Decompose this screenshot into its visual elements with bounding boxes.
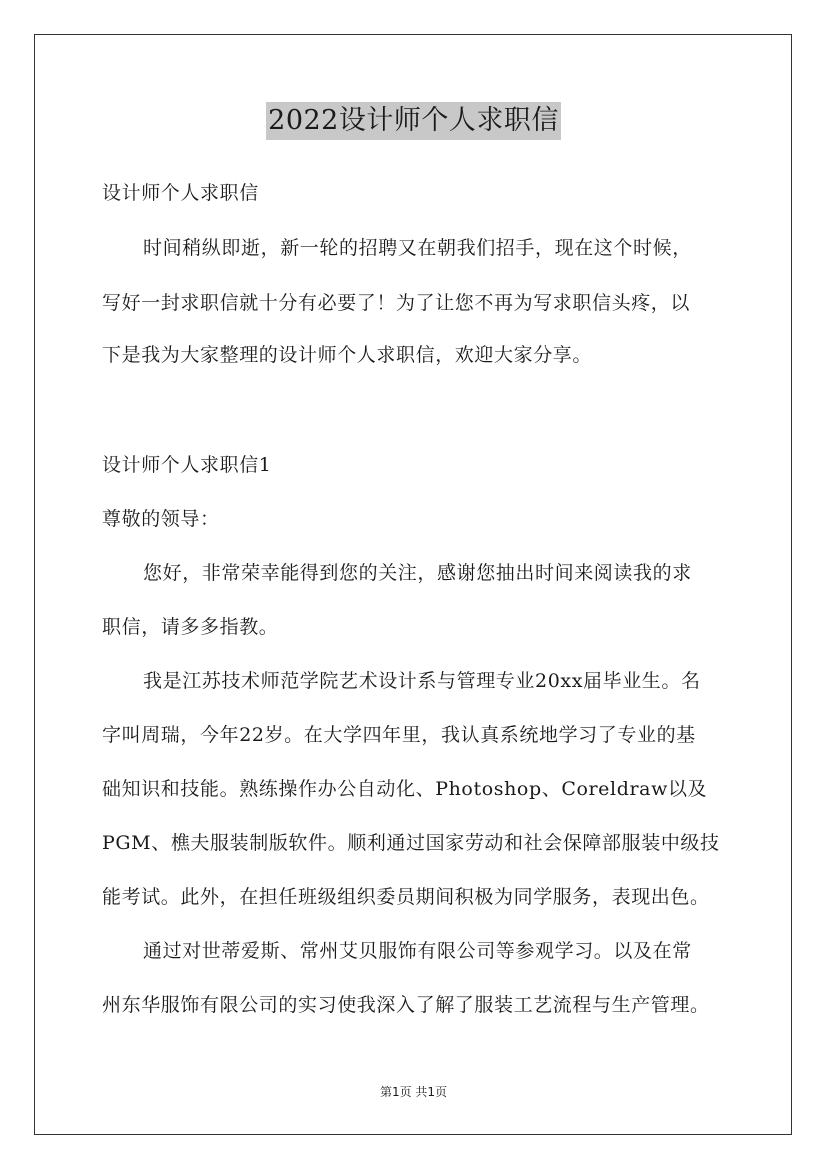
salutation: 尊敬的领导： xyxy=(102,508,220,530)
document-title-text: 2022设计师个人求职信 xyxy=(266,102,561,140)
paragraph-line: 您好，非常荣幸能得到您的关注，感谢您抽出时间来阅读我的求 xyxy=(143,562,692,584)
paragraph-line: 础知识和技能。熟练操作办公自动化、Photoshop、Coreldraw以及 xyxy=(102,778,708,800)
section-heading: 设计师个人求职信 xyxy=(102,182,259,204)
paragraph-line: 通过对世蒂爱斯、常州艾贝服饰有限公司等参观学习。以及在常 xyxy=(143,940,692,962)
paragraph-line: 时间稍纵即逝，新一轮的招聘又在朝我们招手，现在这个时候， xyxy=(143,237,692,259)
section-heading: 设计师个人求职信1 xyxy=(102,454,272,476)
paragraph-line: 字叫周瑞，今年22岁。在大学四年里，我认真系统地学习了专业的基 xyxy=(102,724,696,746)
paragraph-line: 下是我为大家整理的设计师个人求职信，欢迎大家分享。 xyxy=(102,344,593,366)
paragraph-line: 职信，请多多指教。 xyxy=(102,616,279,638)
page-number-footer: 第1页 共1页 xyxy=(379,1085,448,1099)
paragraph-line: 州东华服饰有限公司的实习使我深入了解了服装工艺流程与生产管理。 xyxy=(102,994,710,1016)
paragraph-line: 能考试。此外，在担任班级组织委员期间积极为同学服务，表现出色。 xyxy=(102,886,710,908)
paragraph-line: 我是江苏技术师范学院艺术设计系与管理专业20xx届毕业生。名 xyxy=(143,670,701,692)
paragraph-line: 写好一封求职信就十分有必要了！为了让您不再为写求职信头疼，以 xyxy=(102,292,691,314)
paragraph-line: PGM、樵夫服装制版软件。顺利通过国家劳动和社会保障部服装中级技 xyxy=(102,832,720,854)
document-title xyxy=(0,102,827,140)
